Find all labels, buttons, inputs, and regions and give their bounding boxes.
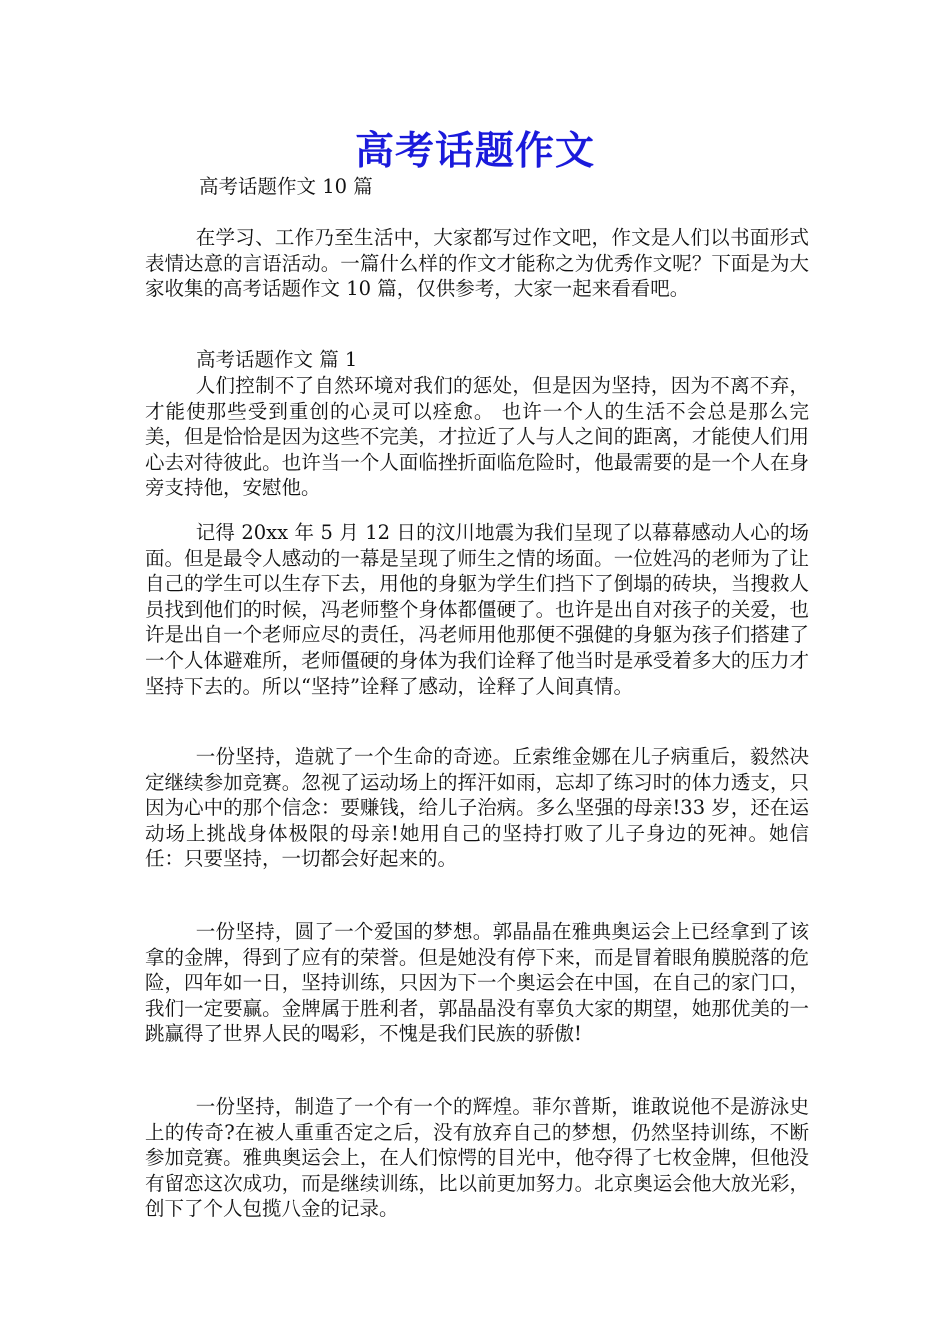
body-paragraph-4: 一份坚持，圆了一个爱国的梦想。郭晶晶在雅典奥运会上已经拿到了该拿的金牌，得到了应有的荣誉。但是她没有停下来，而是冒着眼角膜脱落的危险，四年如一日，坚持训练，只因为下一个奥运会在中国，在自己的家门口，我们一定要赢。金牌属于胜利者，郭晶晶没有辜负大家的期望，她那优美的一跳赢得了世界人民的喝彩，不愧是我们民族的骄傲! <box>145 920 809 1046</box>
document-title: 高考话题作文 <box>354 128 595 174</box>
body-paragraph-1: 人们控制不了自然环境对我们的惩处，但是因为坚持，因为不离不弃，才能使那些受到重创的心灵可以痊愈。 也许一个人的生活不会总是那么完美，但是恰恰是因为这些不完美，才拉近了人与人之间的距离，才能使人们用心去对待彼此。也许当一个人面临挫折面临危险时，他最需要的是一个人在身旁支持他，安慰他。 <box>145 374 809 500</box>
body-paragraph-2: 记得 20xx 年 5 月 12 日的汶川地震为我们呈现了以幕幕感动人心的场面。但是最令人感动的一幕是呈现了师生之情的场面。一位姓冯的老师为了让自己的学生可以生存下去，用他的身躯为学生们挡下了倒塌的砖块，当搜救人员找到他们的时候，冯老师整个身体都僵硬了。也许是出自对孩子的关爱，也许是出自一个老师应尽的责任，冯老师用他那便不强健的身躯为孩子们搭建了一个人体避难所，老师僵硬的身体为我们诠释了他当时是承受着多大的压力才坚持下去的。所以“坚持”诠释了感动，诠释了人间真情。 <box>145 521 809 698</box>
document-subtitle: 高考话题作文 10 篇 <box>199 175 373 198</box>
body-paragraph-5: 一份坚持，制造了一个有一个的辉煌。菲尔普斯，谁敢说他不是游泳史上的传奇?在被人重重否定之后，没有放弃自己的梦想，仍然坚持训练，不断参加竞赛。雅典奥运会上，在人们惊愕的目光中，他夺得了七枚金牌，但他没有留恋这次成功，而是继续训练，比以前更加努力。北京奥运会他大放光彩，创下了个人包揽八金的记录。 <box>145 1095 809 1221</box>
intro-paragraph: 在学习、工作乃至生活中，大家都写过作文吧，作文是人们以书面形式表情达意的言语活动。一篇什么样的作文才能称之为优秀作文呢？下面是为大家收集的高考话题作文 10 篇，仅供参考，大家一起来看看吧。 <box>145 226 809 301</box>
section-heading: 高考话题作文 篇 1 <box>196 348 358 371</box>
body-paragraph-3: 一份坚持，造就了一个生命的奇迹。丘索维金娜在儿子病重后，毅然决定继续参加竞赛。忽视了运动场上的挥汗如雨，忘却了练习时的体力透支，只因为心中的那个信念：要赚钱，给儿子治病。多么坚强的母亲!33 岁，还在运动场上挑战身体极限的母亲!她用自己的坚持打败了儿子身边的死神。她信任：只要坚持，一切都会好起来的。 <box>145 745 809 871</box>
